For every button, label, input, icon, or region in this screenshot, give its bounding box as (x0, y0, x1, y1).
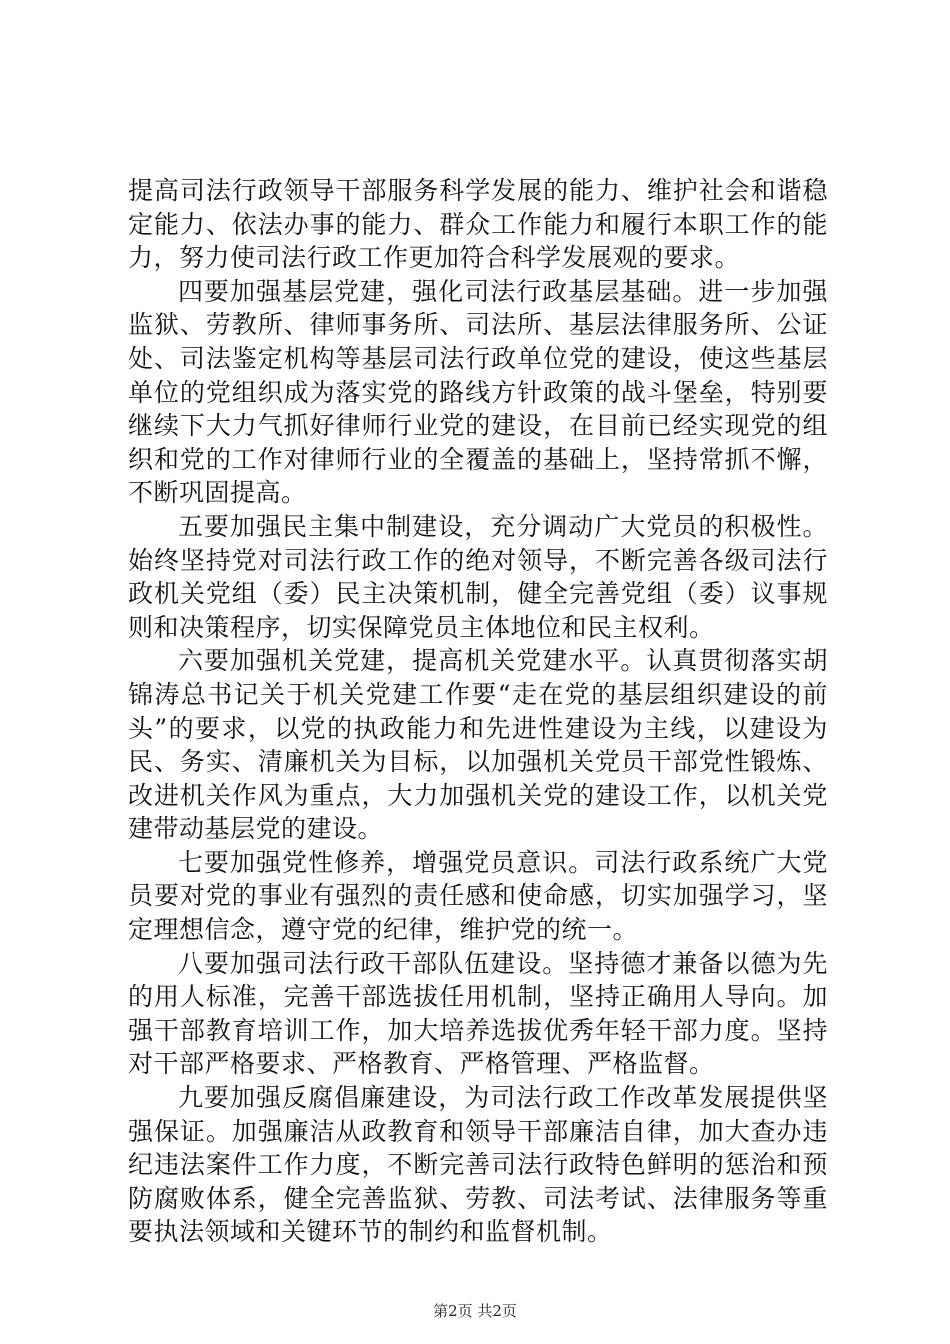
paragraph-4: 六要加强机关党建，提高机关党建水平。认真贯彻落实胡锦涛总书记关于机关党建工作要“走在党的基层组织建设的前头”的要求，以党的执政能力和先进性建设为主线，以建设为民、务实、清廉机关为目标，以加强机关党员干部党性锻炼、改进机关作风为重点，大力加强机关党的建设工作，以机关党建带动基层党的建设。 (128, 646, 828, 844)
paragraph-1: 提高司法行政领导干部服务科学发展的能力、维护社会和谐稳定能力、依法办事的能力、群众工作能力和履行本职工作的能力，努力使司法行政工作更加符合科学发展观的要求。 (128, 176, 828, 273)
paragraph-5: 七要加强党性修养，增强党员意识。司法行政系统广大党员要对党的事业有强烈的责任感和使命感，切实加强学习，坚定理想信念，遵守党的纪律，维护党的统一。 (128, 847, 828, 945)
paragraph-7: 九要加强反腐倡廉建设，为司法行政工作改革发展提供坚强保证。加强廉洁从政教育和领导干部廉洁自律，加大查办违纪违法案件工作力度，不断完善司法行政特色鲜明的惩治和预防腐败体系，健全完善监狱、劳教、司法考试、法律服务等重要执法领域和关键环节的制约和监督机制。 (128, 1083, 828, 1247)
document-body (128, 174, 828, 1249)
paragraph-3: 五要加强民主集中制建设，充分调动广大党员的积极性。始终坚持党对司法行政工作的绝对领导，不断完善各级司法行政机关党组（委）民主决策机制，健全完善党组（委）议事规则和决策程序，切实保障党员主体地位和民主权利。 (128, 511, 828, 642)
page-footer: 第2页 共2页 (433, 1302, 517, 1320)
paragraph-2: 四要加强基层党建，强化司法行政基层基础。进一步加强监狱、劳教所、律师事务所、司法所、基层法律服务所、公证处、司法鉴定机构等基层司法行政单位党的建设，使这些基层单位的党组织成为落实党的路线方针政策的战斗堡垒，特别要继续下大力气抓好律师行业党的建设，在目前已经实现党的组织和党的工作对律师行业的全覆盖的基础上，坚持常抓不懈，不断巩固提高。 (128, 276, 828, 508)
paragraph-6: 八要加强司法行政干部队伍建设。坚持德才兼备以德为先的用人标准，完善干部选拔任用机制，坚持正确用人导向。加强干部教育培训工作，加大培养选拔优秀年轻干部力度。坚持对干部严格要求、严格教育、严格管理、严格监督。 (128, 948, 828, 1079)
